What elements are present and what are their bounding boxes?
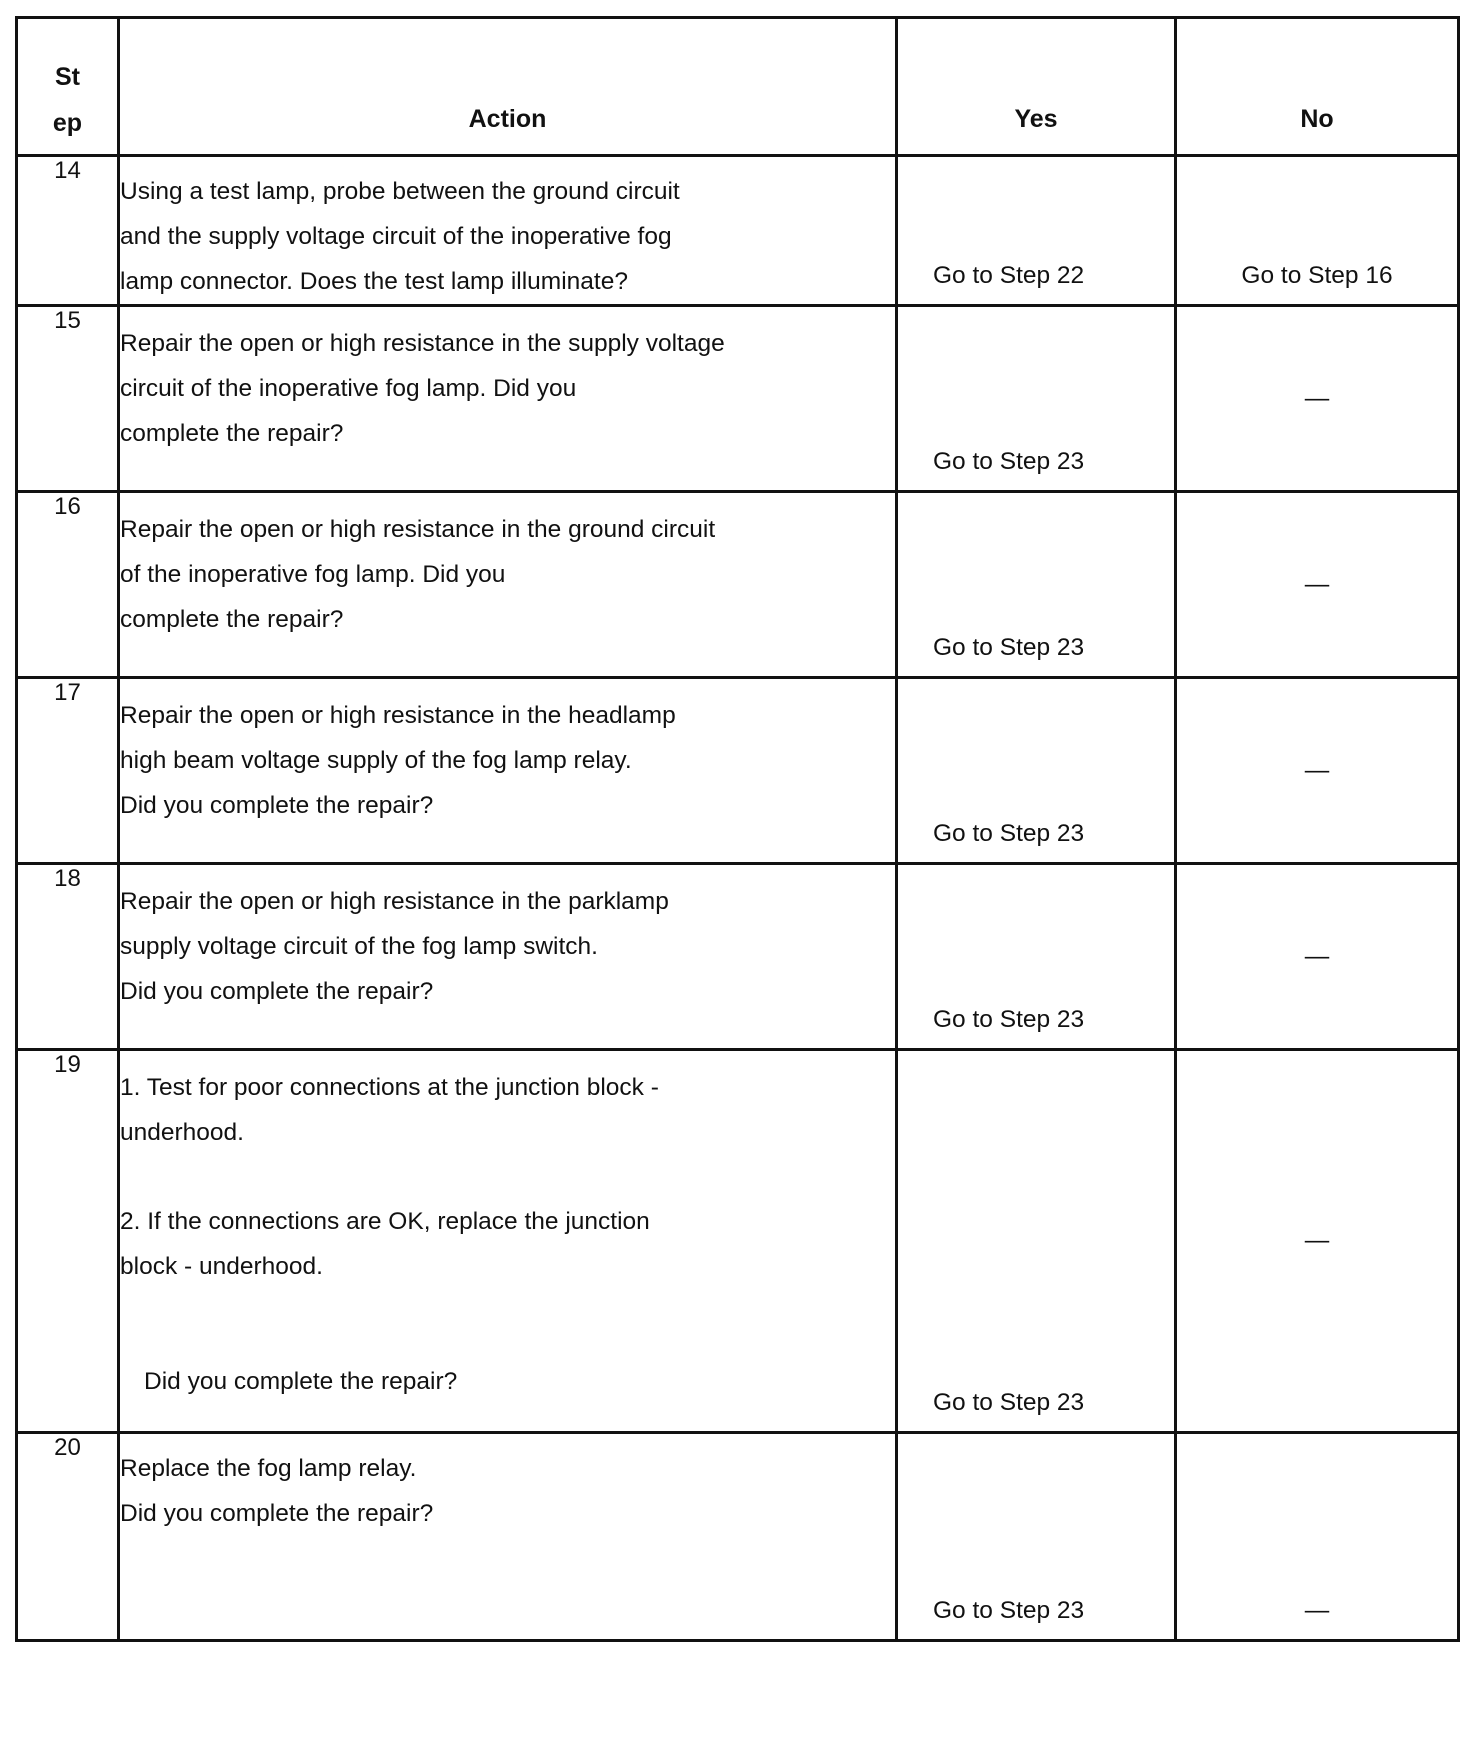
step-number: 18: [17, 864, 119, 1050]
no-cell: [1176, 492, 1459, 678]
no-answer-dash: —: [1304, 942, 1330, 970]
diagnostic-table: [15, 16, 1460, 1642]
header-step-line2: ep: [52, 109, 83, 137]
yes-cell: [897, 492, 1176, 678]
no-cell: [1176, 1050, 1459, 1433]
no-cell: [1176, 1433, 1459, 1641]
table-row: [17, 492, 1459, 678]
no-cell: [1176, 864, 1459, 1050]
action-cell: Repair the open or high resistance in the parklamp supply voltage circuit of the fog lamp switch. Did you complete the repair?: [119, 864, 897, 1050]
action-cell: Repair the open or high resistance in the supply voltage circuit of the inoperative fog lamp. Did you complete the repair?: [119, 306, 897, 492]
action-cell: Repair the open or high resistance in the ground circuit of the inoperative fog lamp. Did you complete the repair?: [119, 492, 897, 678]
step-number: 17: [17, 678, 119, 864]
no-answer: Go to Step 16: [1241, 262, 1393, 289]
action-cell: Repair the open or high resistance in the headlamp high beam voltage supply of the fog lamp relay. Did you complete the repair?: [119, 678, 897, 864]
no-answer-dash: —: [1304, 1227, 1330, 1254]
yes-answer: Go to Step 23: [933, 820, 1085, 847]
table-row: [17, 864, 1459, 1050]
yes-answer: Go to Step 23: [933, 1006, 1085, 1033]
step-number: 14: [17, 156, 119, 306]
yes-cell: [897, 1433, 1176, 1641]
header-yes: Yes: [897, 18, 1176, 156]
yes-cell: [897, 864, 1176, 1050]
no-cell: [1176, 678, 1459, 864]
header-row: [17, 18, 1459, 156]
action-cell: Replace the fog lamp relay. Did you complete the repair?: [119, 1433, 897, 1641]
no-cell: [1176, 156, 1459, 306]
no-answer-dash: —: [1304, 1597, 1330, 1624]
table-row: [17, 156, 1459, 306]
no-cell: [1176, 306, 1459, 492]
yes-answer: Go to Step 23: [933, 1597, 1085, 1624]
header-no: No: [1176, 18, 1459, 156]
step-number: 16: [17, 492, 119, 678]
yes-answer: Go to Step 22: [933, 262, 1085, 289]
table-row: [17, 1050, 1459, 1433]
table-row: [17, 1433, 1459, 1641]
yes-cell: [897, 156, 1176, 306]
table-row: [17, 306, 1459, 492]
action-cell: Using a test lamp, probe between the ground circuit and the supply voltage circuit of the inoperative fog lamp connector. Does the test lamp illuminate?: [119, 156, 897, 306]
step-number: 19: [17, 1050, 119, 1433]
table-row: [17, 678, 1459, 864]
step-number: 20: [17, 1433, 119, 1641]
no-answer-dash: —: [1304, 756, 1330, 784]
header-step: [17, 18, 119, 156]
yes-answer: Go to Step 23: [933, 448, 1085, 475]
yes-cell: [897, 1050, 1176, 1433]
header-step-line1: St: [55, 63, 80, 91]
yes-cell: [897, 678, 1176, 864]
yes-cell: [897, 306, 1176, 492]
header-action: Action: [119, 18, 897, 156]
no-answer-dash: —: [1304, 384, 1330, 412]
yes-answer: Go to Step 23: [933, 634, 1085, 661]
yes-answer: Go to Step 23: [933, 1389, 1085, 1416]
step-number: 15: [17, 306, 119, 492]
no-answer-dash: —: [1304, 570, 1330, 598]
action-cell: 1. Test for poor connections at the junction block - underhood. 2. If the connections are OK, replace the junction block - underhood. Did you complete the repair?: [119, 1050, 897, 1433]
